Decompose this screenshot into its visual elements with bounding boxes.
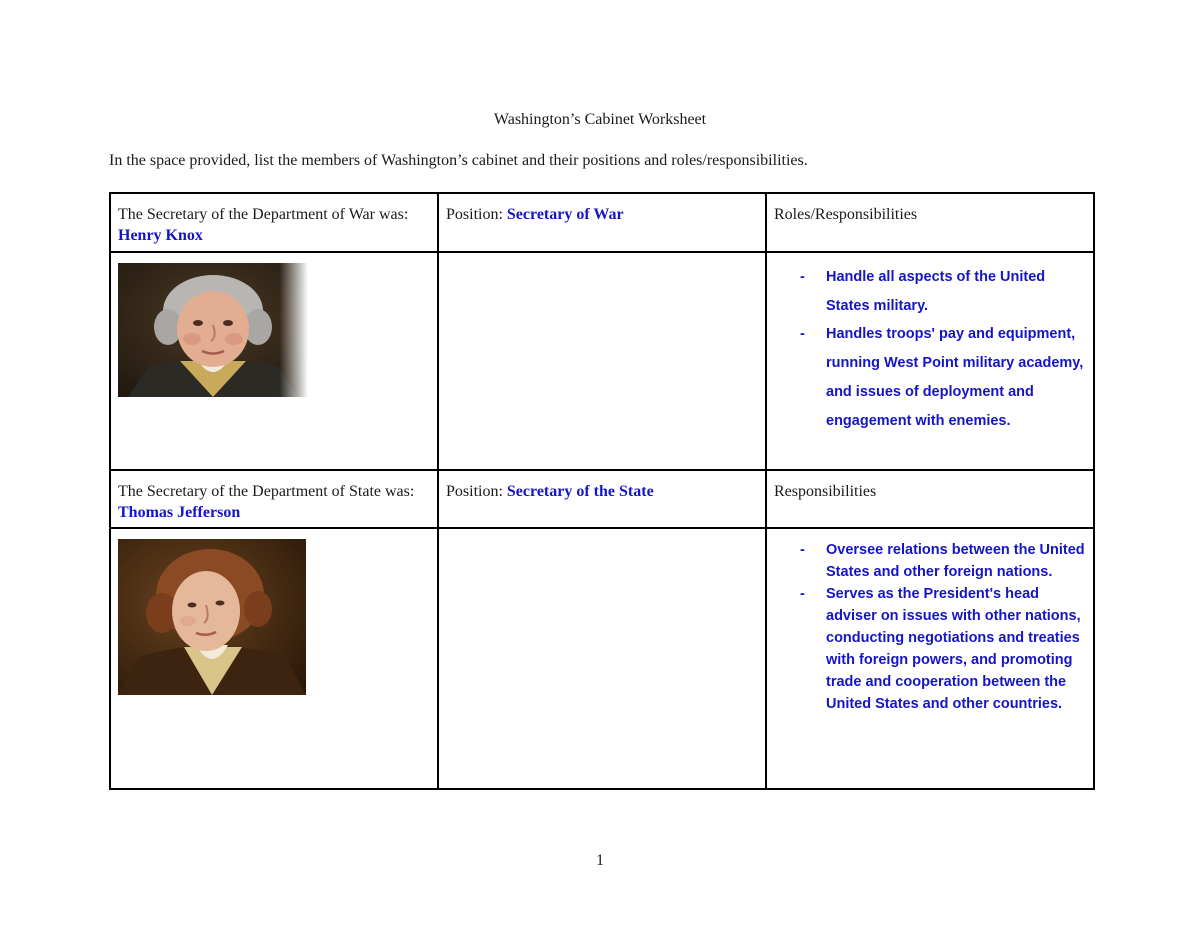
- list-item: [800, 263, 1086, 320]
- responsibilities-cell: [766, 252, 1094, 470]
- portrait-cell: [110, 528, 438, 789]
- position-notes-cell: [438, 252, 766, 470]
- table-row: [110, 193, 1094, 252]
- portrait-thomas-jefferson: [118, 539, 306, 695]
- bullet-marker: -: [800, 542, 805, 558]
- responsibilities-list: [774, 539, 1086, 715]
- table-row: [110, 470, 1094, 528]
- instructions-text: In the space provided, list the members of Washington’s cabinet and their positions and roles/responsibilities.: [109, 152, 808, 169]
- position-notes-cell: [438, 528, 766, 789]
- position-cell: [438, 470, 766, 528]
- responsibility-text: Oversee relations between the United States and other foreign nations.: [826, 542, 1085, 580]
- responsibilities-header: Roles/Responsibilities: [766, 193, 1094, 252]
- cabinet-table: [109, 192, 1095, 790]
- page-number: 1: [596, 852, 604, 869]
- bullet-marker: -: [800, 586, 805, 602]
- list-item: [800, 539, 1086, 583]
- secretary-name: Thomas Jefferson: [118, 504, 241, 521]
- bullet-marker: -: [800, 326, 805, 343]
- responsibility-text: Serves as the President's head adviser on issues with other nations, conducting negotiations and treaties with foreign powers, and promoting trade and cooperation between the United States and other countries.: [826, 586, 1081, 712]
- list-item: [800, 583, 1086, 715]
- department-label: The Secretary of the Department of State was:: [118, 483, 415, 500]
- table-row: [110, 528, 1094, 789]
- department-label: The Secretary of the Department of War was:: [118, 206, 409, 223]
- position-label: Position:: [446, 206, 507, 223]
- responsibilities-list: [774, 263, 1086, 435]
- position-value: Secretary of the State: [506, 483, 654, 500]
- department-cell: [110, 470, 438, 528]
- position-label: Position:: [446, 483, 507, 500]
- worksheet-title: Washington’s Cabinet Worksheet: [493, 111, 707, 128]
- responsibility-text: Handles troops' pay and equipment, running West Point military academy, and issues of deployment and engagement with enemies.: [826, 326, 1084, 429]
- secretary-name: Henry Knox: [118, 227, 203, 244]
- position-value: Secretary of War: [506, 206, 624, 223]
- bullet-marker: -: [800, 269, 805, 285]
- responsibilities-header: Responsibilities: [766, 470, 1094, 528]
- position-cell: [438, 193, 766, 252]
- table-row: [110, 252, 1094, 470]
- responsibilities-cell: [766, 528, 1094, 789]
- list-item: [800, 320, 1086, 435]
- portrait-henry-knox: [118, 263, 308, 397]
- department-cell: [110, 193, 438, 252]
- portrait-cell: [110, 252, 438, 470]
- responsibility-text: Handle all aspects of the United States military.: [826, 269, 1046, 314]
